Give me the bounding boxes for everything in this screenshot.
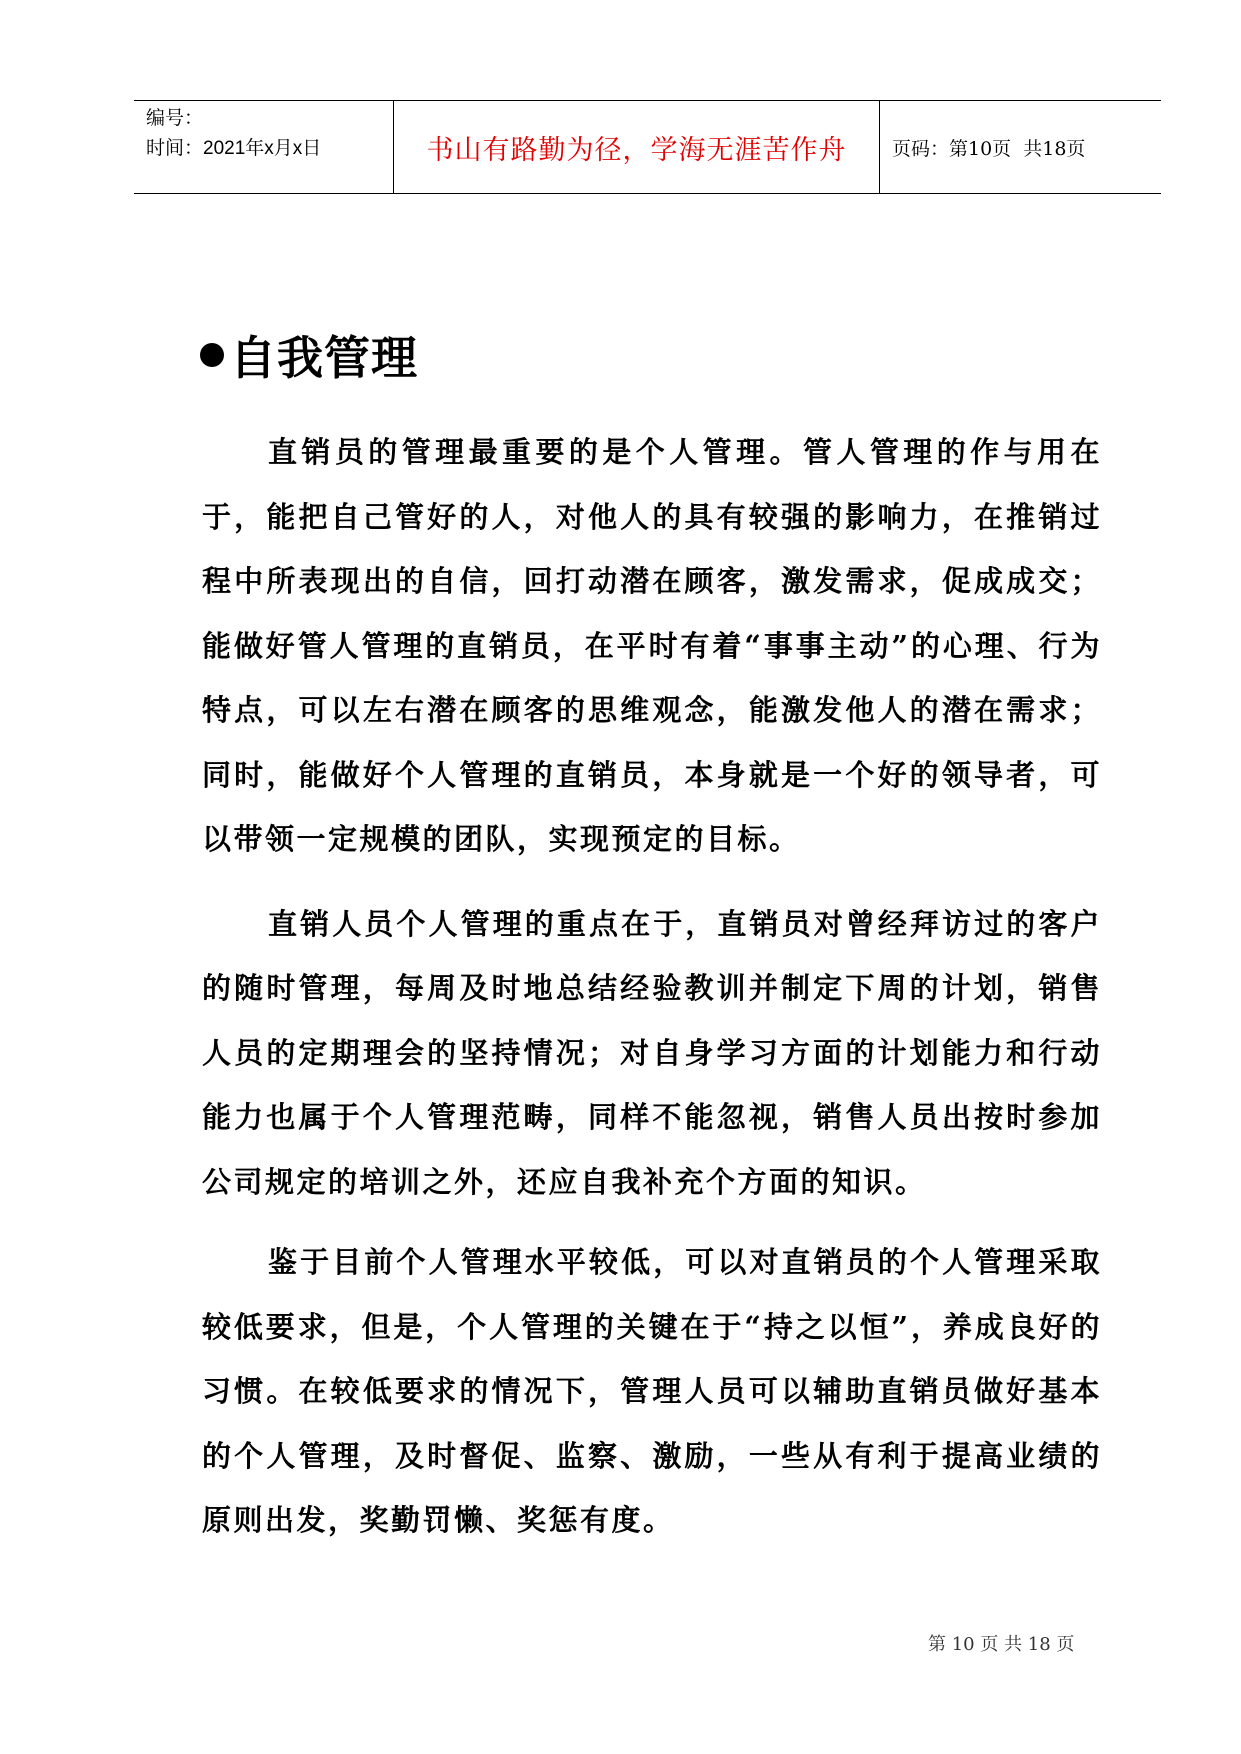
section-heading	[200, 322, 418, 388]
paragraph: 鉴于目前个人管理水平较低，可以对直销员的个人管理采取较低要求，但是，个人管理的关键在于“持之以恒”，养成良好的习惯。在较低要求的情况下，管理人员可以辅助直销员做好基本的个人管理，及时督促、监察、激励，一些从有利于提高业绩的原则出发，奖勤罚懒、奖惩有度。	[202, 1245, 1102, 1537]
paragraph: 直销员的管理最重要的是个人管理。管人管理的作与用在于，能把自己管好的人，对他人的具有较强的影响力，在推销过程中所表现出的自信，回打动潜在顾客，激发需求，促成成交；能做好管人管理的直销员，在平时有着“事事主动”的心理、行为特点，可以左右潜在顾客的思维观念，能激发他人的潜在需求；同时，能做好个人管理的直销员，本身就是一个好的领导者，可以带领一定规模的团队，实现预定的目标。	[202, 435, 1102, 856]
body-content	[202, 420, 1102, 1573]
document-header	[134, 100, 1161, 194]
number-label: 编号：	[146, 108, 204, 129]
motto-text: 书山有路勤为径，学海无涯苦作舟	[426, 134, 847, 166]
paragraph: 直销人员个人管理的重点在于，直销员对曾经拜访过的客户的随时管理，每周及时地总结经验教训并制定下周的计划，销售人员的定期理会的坚持情况；对自身学习方面的计划能力和行动能力也属于个人管理范畴，同样不能忽视，销售人员出按时参加公司规定的培训之外，还应自我补充个方面的知识。	[202, 906, 1102, 1199]
time-label: 时间：2021年x月x日	[146, 138, 322, 159]
page-footer: 第 10 页 共 18 页	[928, 1634, 1075, 1655]
header-motto-cell	[394, 101, 880, 193]
page-code: 页码：第10页 共18页	[892, 137, 1086, 160]
header-info-cell	[134, 101, 394, 193]
heading-title: 自我管理	[230, 331, 418, 385]
bullet-icon	[200, 343, 224, 367]
